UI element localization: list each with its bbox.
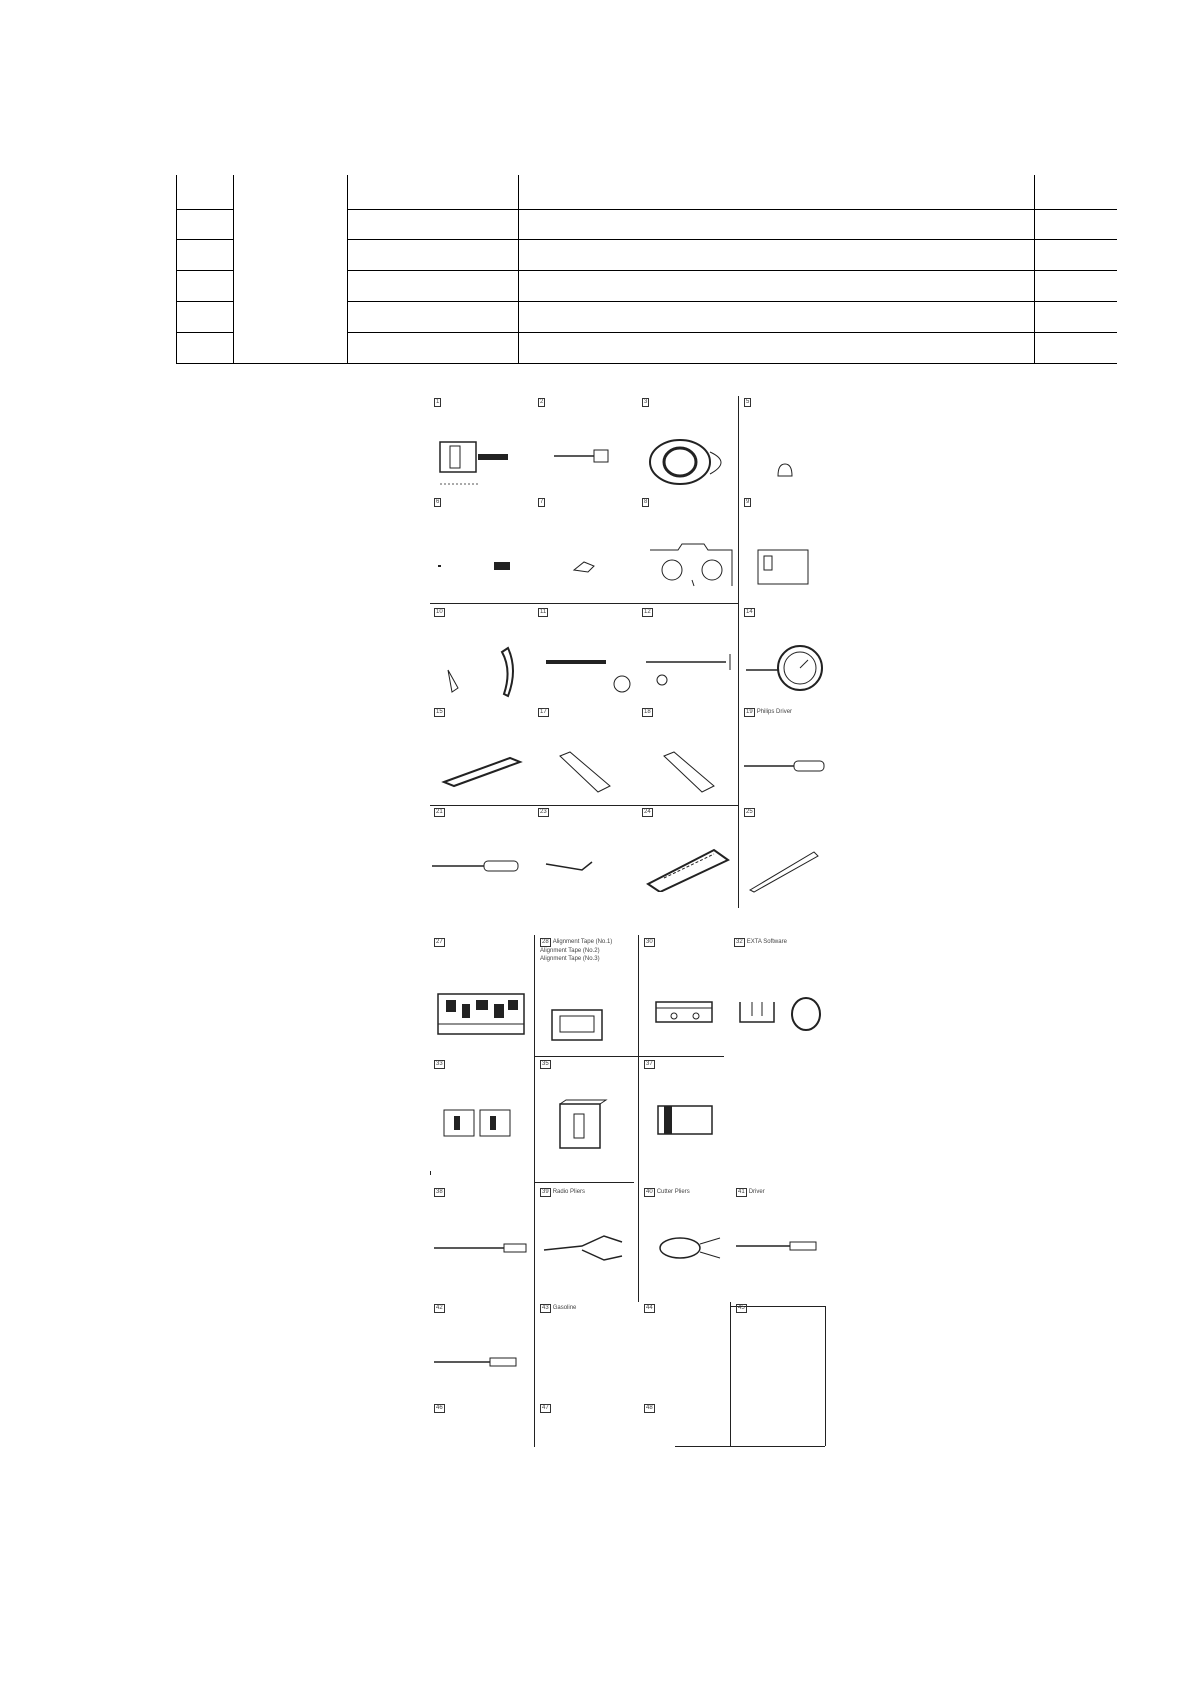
tool-cell: 21 (430, 806, 530, 906)
tool-cell: 10 (430, 606, 530, 706)
hex-wrench-icon (658, 750, 728, 796)
philips-driver-icon (744, 756, 830, 776)
tool-cell: 19 Philips Driver (740, 706, 830, 802)
extension-board-icon (440, 1104, 520, 1154)
tool-cell: 18 (638, 706, 738, 802)
table-column-divider (347, 175, 348, 363)
reel-table-icon (648, 536, 734, 592)
tool-cell: 47 (542, 1405, 549, 1411)
tool-cell: 30 (640, 936, 730, 1054)
table-column-divider (233, 175, 234, 363)
tool-cell: 27 (430, 936, 530, 1054)
table-row-divider (177, 301, 234, 302)
tool-cell: 6 (430, 496, 530, 600)
table-row-divider (347, 332, 1117, 333)
tool-cell: 23 (534, 806, 634, 906)
tool-cell: 28 Alignment Tape (No.1) Alignment Tape (No.2) Alignment Tape (No.3) (536, 936, 636, 1054)
tool-cell: 17 (534, 706, 634, 802)
tool-cell: 9 (740, 496, 830, 600)
table-row-divider (177, 332, 234, 333)
mirror-icon (438, 640, 528, 700)
screwdriver-bits-icon (438, 556, 528, 576)
table-column-divider (1034, 175, 1035, 363)
tool-cell: 25 (740, 806, 830, 906)
table-row-divider (347, 270, 1117, 271)
tool-cell: 48 (646, 1405, 653, 1411)
philips-driver-icon (434, 1352, 530, 1372)
tool-cell: 32 EXTA Software (730, 936, 830, 1054)
reel-table-box-icon (754, 542, 814, 588)
tool-cell: 12 (638, 606, 738, 706)
tension-meter-icon (438, 436, 528, 496)
tool-cell: 15 (430, 706, 530, 802)
adjustment-bar-icon (642, 642, 738, 692)
screwdriver-icon (440, 750, 528, 790)
cassette-torque-meter-icon (644, 434, 736, 490)
pen-tool-icon (744, 842, 828, 896)
pliers-icon (542, 1230, 632, 1270)
driver-icon (736, 1236, 826, 1256)
table-row-divider (347, 301, 1117, 302)
tool-cell: 39 Radio Pliers (536, 1186, 636, 1296)
table-row-divider (177, 270, 234, 271)
tool-cell: 44 (646, 1305, 653, 1311)
table-row-divider (347, 209, 1117, 210)
tape-cassette-icon (652, 998, 722, 1038)
tool-cell: 33 (430, 1058, 530, 1178)
table-column-divider (518, 175, 519, 363)
alignment-tape-icon (654, 1102, 724, 1142)
tool-cell: 7 (534, 496, 634, 600)
tape-cassette-icon (548, 1006, 618, 1046)
tool-cell: 43 Gasoline (542, 1305, 577, 1311)
rod-icon (554, 446, 624, 466)
hex-wrench-icon (554, 750, 624, 796)
parts-table (176, 175, 1117, 364)
grip-tool-icon (644, 842, 738, 892)
table-row-divider (347, 239, 1117, 240)
tool-cell: 35 (536, 1058, 636, 1178)
tool-cell: 40 Cutter Pliers (640, 1186, 730, 1296)
tool-cell: 24 (638, 806, 738, 906)
tool-cell: 14 (740, 606, 830, 706)
tool-cell: 11 (534, 606, 634, 706)
table-row-divider (177, 209, 234, 210)
circuit-board-icon (436, 990, 526, 1044)
tool-cell: 1 (430, 396, 530, 496)
bell-gauge-icon (770, 460, 800, 480)
tool-cell: 45 (738, 1305, 745, 1311)
small-driver-icon (544, 856, 604, 876)
table-row-divider (177, 239, 234, 240)
tool-cell: 3 (638, 396, 738, 496)
guide-adjuster-icon (542, 642, 632, 702)
cutter-pliers-icon (650, 1228, 726, 1268)
service-tools-sheet (430, 396, 830, 1452)
tool-cell: 37 (640, 1058, 730, 1178)
tool-cell: 42 (430, 1302, 530, 1402)
tool-cell: 2 (534, 396, 634, 496)
dial-gauge-icon (744, 636, 828, 700)
tool-cell: 8 (638, 496, 738, 600)
tool-cell: 41 Driver (732, 1186, 830, 1296)
software-cable-icon (734, 986, 828, 1040)
tool-cell: 38 (430, 1186, 530, 1296)
box-icon (554, 1098, 614, 1158)
tool-cell: 46 (436, 1405, 443, 1411)
tweezers-icon (434, 1238, 530, 1258)
long-driver-icon (432, 856, 528, 876)
tool-cell: 5 (740, 396, 830, 496)
small-part-icon (570, 556, 600, 576)
